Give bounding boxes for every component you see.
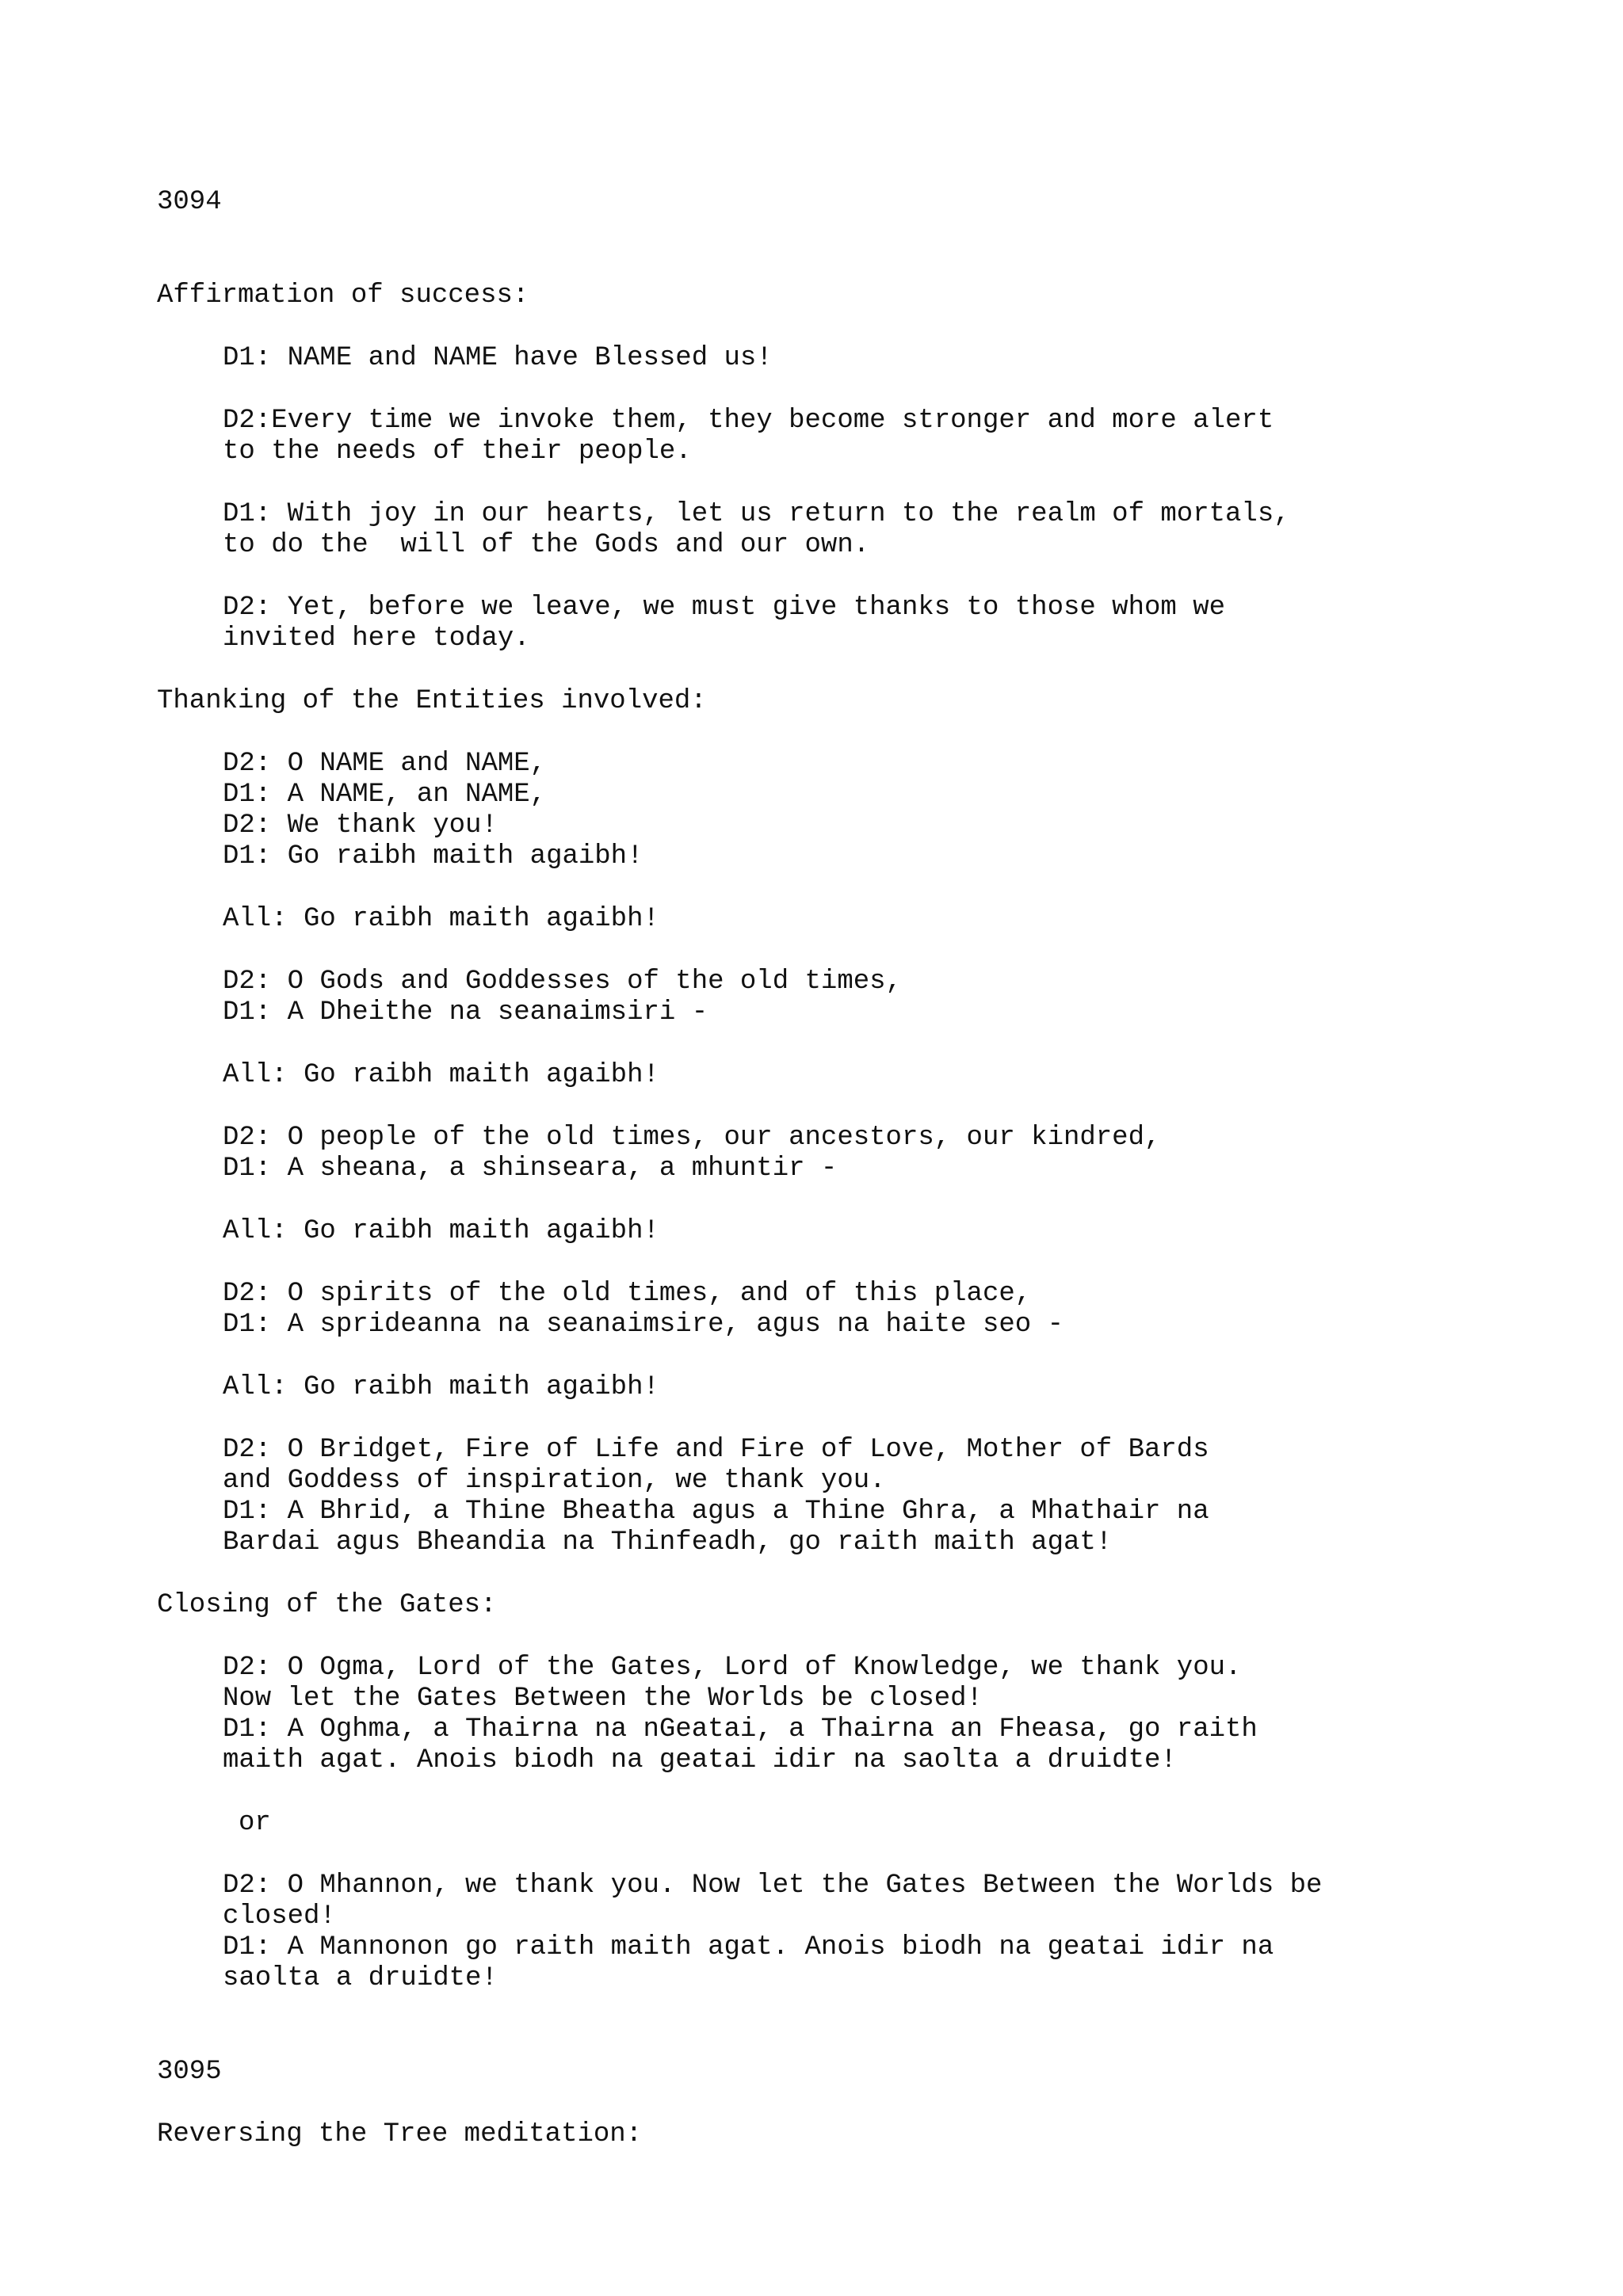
dialogue-line: Bardai agus Bheandia na Thinfeadh, go raith maith agat! bbox=[223, 1527, 1113, 1558]
section-heading-affirmation: Affirmation of success: bbox=[157, 280, 529, 311]
dialogue-line: D1: A sprideanna na seanaimsire, agus na haite seo - bbox=[223, 1310, 1064, 1340]
dialogue-line: All: Go raibh maith agaibh! bbox=[223, 1060, 659, 1090]
dialogue-line: invited here today. bbox=[223, 624, 530, 654]
dialogue-line: D1: A NAME, an NAME, bbox=[223, 780, 547, 810]
dialogue-line: D2: Yet, before we leave, we must give thanks to those whom we bbox=[223, 593, 1226, 623]
dialogue-line: saolta a druidte! bbox=[223, 1963, 498, 1993]
dialogue-line: D2: O Gods and Goddesses of the old times, bbox=[223, 967, 902, 997]
dialogue-line: to do the will of the Gods and our own. bbox=[223, 530, 870, 560]
dialogue-line: D2: O Mhannon, we thank you. Now let the Gates Between the Worlds be bbox=[223, 1871, 1323, 1901]
dialogue-line: D2: O NAME and NAME, bbox=[223, 749, 547, 779]
dialogue-line: All: Go raibh maith agaibh! bbox=[223, 1372, 659, 1402]
dialogue-line: D1: A Mannonon go raith maith agat. Anois biodh na geatai idir na bbox=[223, 1932, 1274, 1962]
dialogue-line: D1: A Oghma, a Thairna na nGeatai, a Thairna an Fheasa, go raith bbox=[223, 1714, 1258, 1745]
dialogue-line: Now let the Gates Between the Worlds be closed! bbox=[223, 1684, 983, 1714]
page-number: 3095 bbox=[157, 2057, 222, 2087]
dialogue-line: D2: O people of the old times, our ancestors, our kindred, bbox=[223, 1123, 1161, 1153]
section-heading-reversing: Reversing the Tree meditation: bbox=[157, 2119, 643, 2149]
dialogue-line: All: Go raibh maith agaibh! bbox=[223, 1216, 659, 1246]
dialogue-line: D2: O Ogma, Lord of the Gates, Lord of Knowledge, we thank you. bbox=[223, 1653, 1242, 1683]
dialogue-line: D2: O spirits of the old times, and of this place, bbox=[223, 1279, 1032, 1309]
separator-or: or bbox=[239, 1808, 271, 1838]
dialogue-line: D1: A Bhrid, a Thine Bheatha agus a Thine Ghra, a Mhathair na bbox=[223, 1497, 1209, 1527]
dialogue-line: maith agat. Anois biodh na geatai idir na saolta a druidte! bbox=[223, 1745, 1177, 1775]
dialogue-line: D1: With joy in our hearts, let us return to the realm of mortals, bbox=[223, 499, 1290, 529]
page-number: 3094 bbox=[157, 187, 222, 217]
section-heading-closing: Closing of the Gates: bbox=[157, 1590, 497, 1620]
dialogue-line: D1: A Dheithe na seanaimsiri - bbox=[223, 997, 708, 1028]
dialogue-line: to the needs of their people. bbox=[223, 437, 692, 467]
dialogue-line: D2: O Bridget, Fire of Life and Fire of Love, Mother of Bards bbox=[223, 1435, 1209, 1465]
dialogue-line: D1: NAME and NAME have Blessed us! bbox=[223, 343, 773, 373]
dialogue-line: and Goddess of inspiration, we thank you. bbox=[223, 1466, 886, 1496]
dialogue-line: closed! bbox=[223, 1901, 336, 1932]
dialogue-line: D2:Every time we invoke them, they become stronger and more alert bbox=[223, 406, 1274, 436]
dialogue-line: D1: Go raibh maith agaibh! bbox=[223, 841, 643, 871]
dialogue-line: All: Go raibh maith agaibh! bbox=[223, 904, 659, 934]
section-heading-thanking: Thanking of the Entities involved: bbox=[157, 686, 707, 716]
dialogue-line: D2: We thank you! bbox=[223, 810, 498, 841]
dialogue-line: D1: A sheana, a shinseara, a mhuntir - bbox=[223, 1154, 838, 1184]
